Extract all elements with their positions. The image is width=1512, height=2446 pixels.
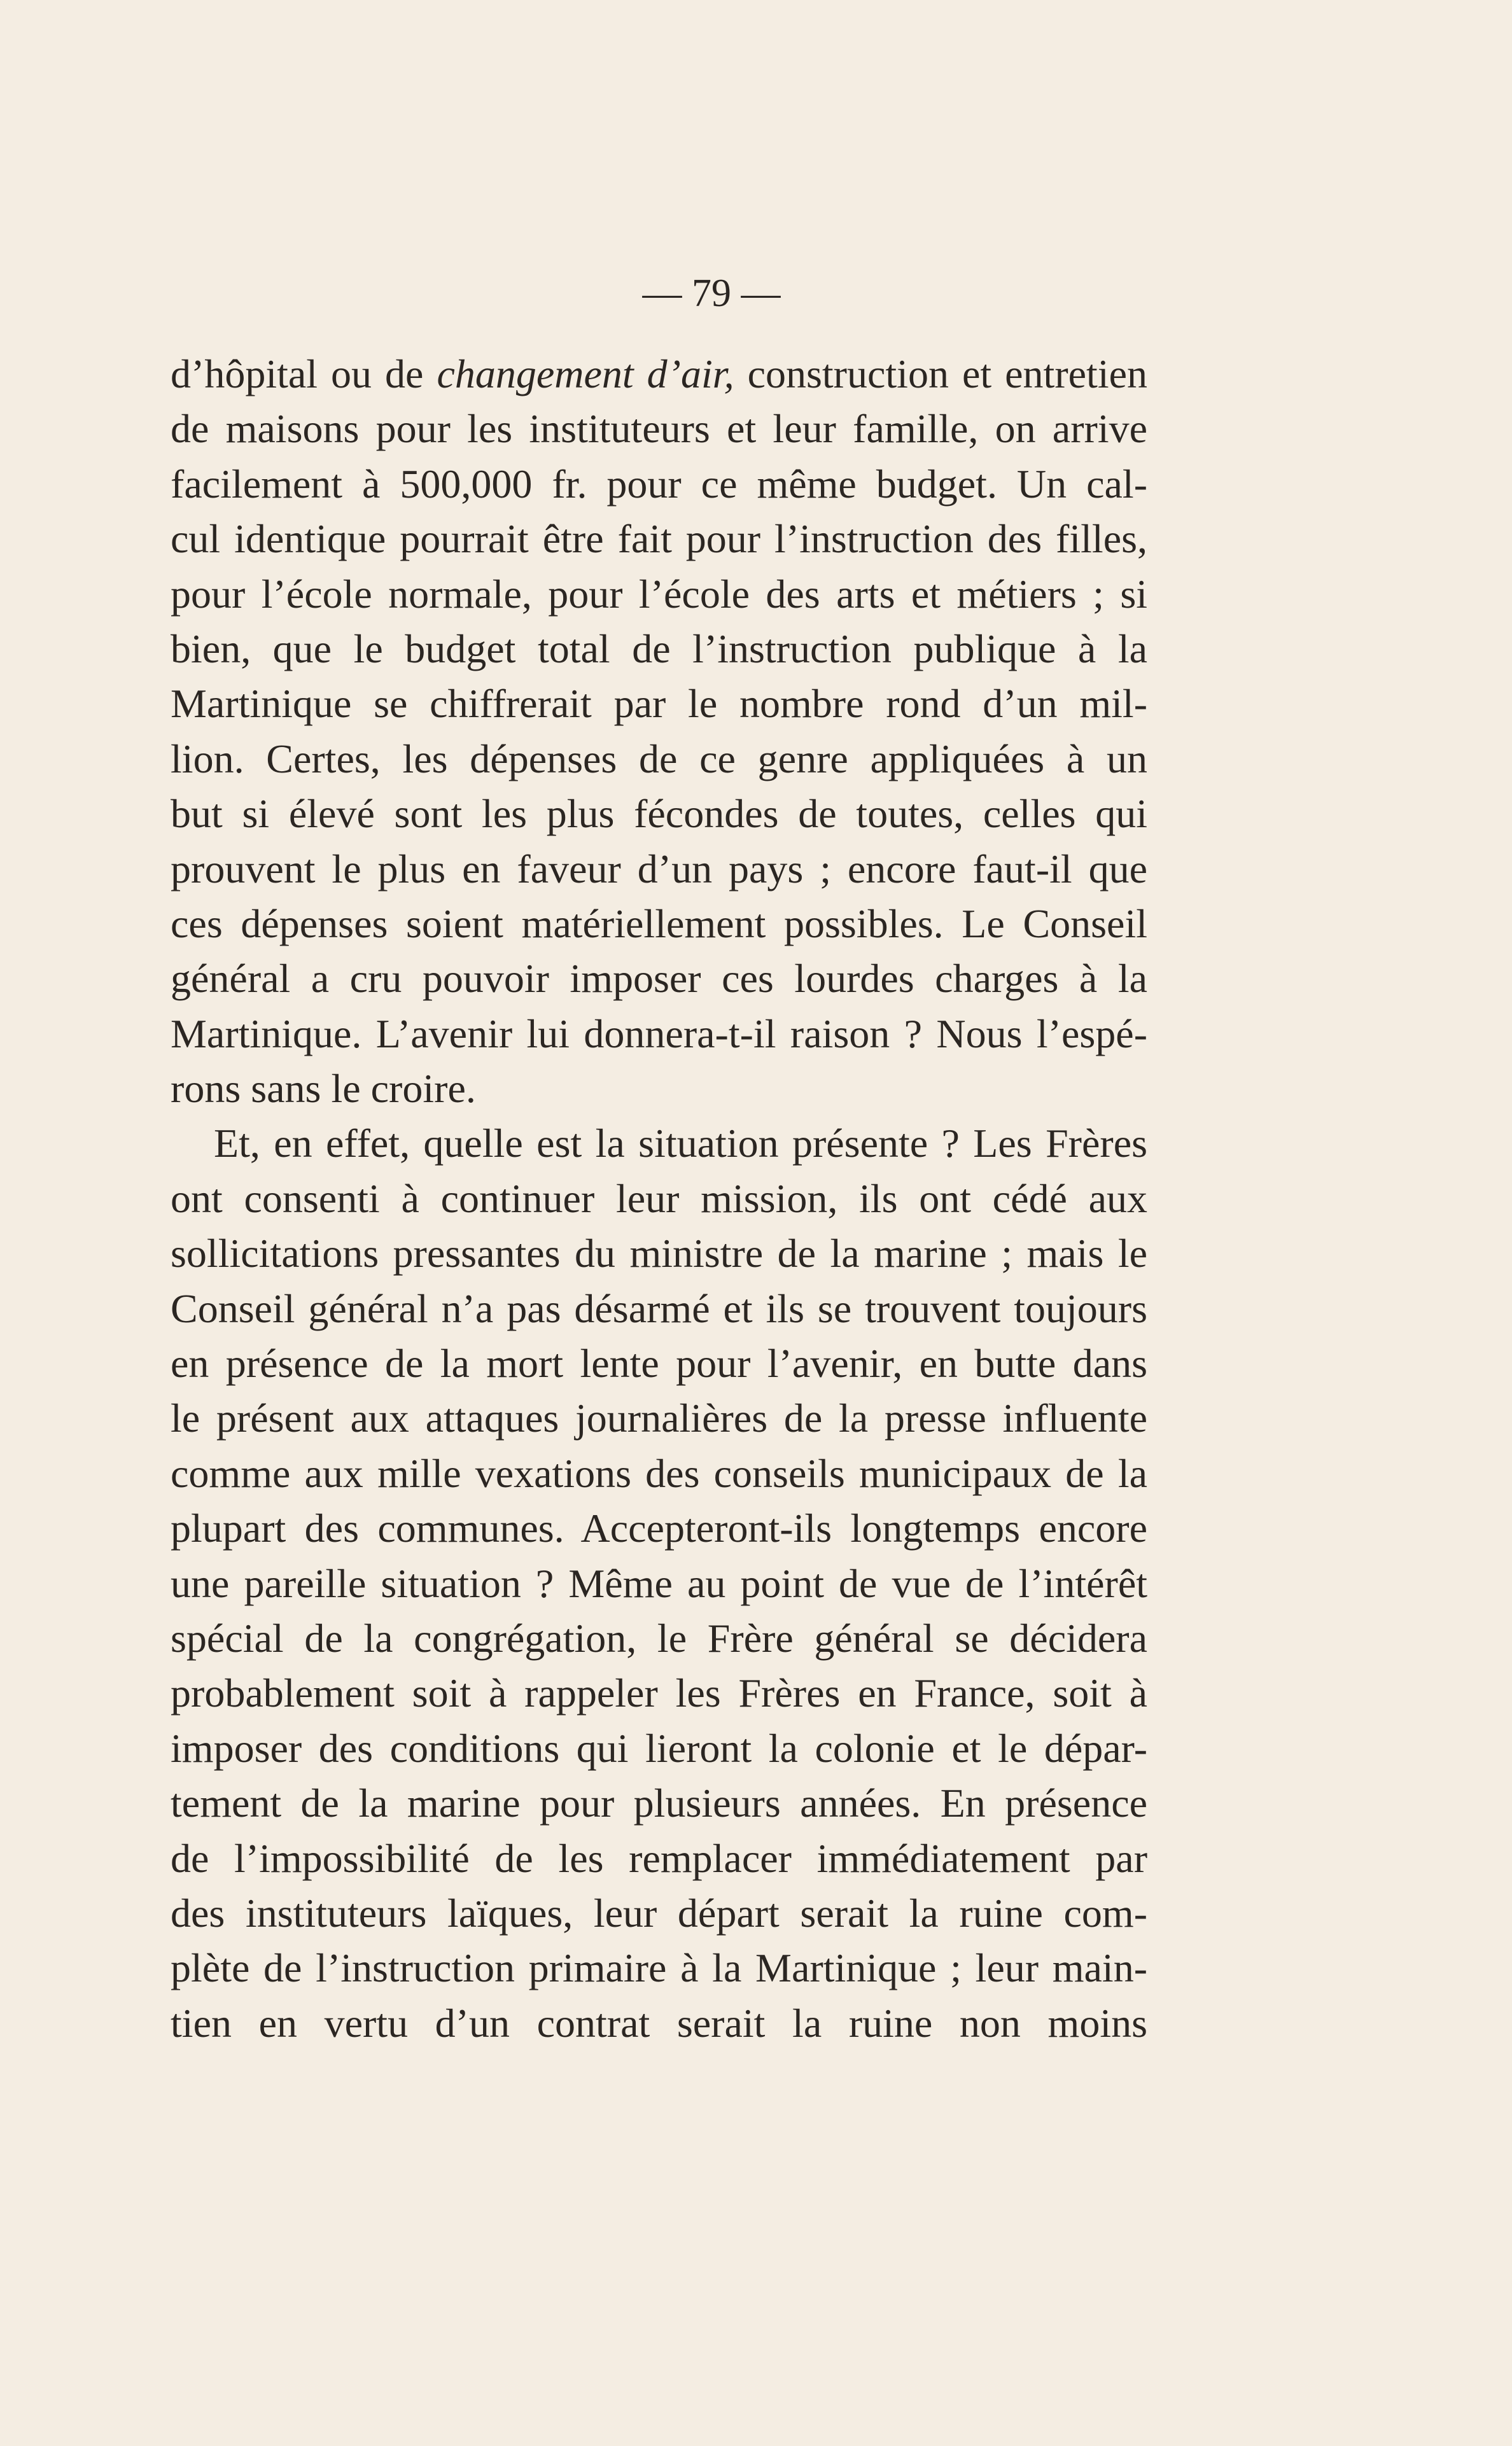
text-line: de maisons pour les instituteurs et leur famille, on arrive (171, 406, 1147, 452)
text-line: ont consenti à continuer leur mission, ils ont cédé aux (171, 1175, 1147, 1221)
text-line: rons sans le croire. (171, 1066, 476, 1112)
paragraph (171, 1116, 1147, 2051)
text-line: plupart des communes. Accepteront-ils longtemps encore (171, 1506, 1147, 1551)
text-line: tien en vertu d’un contrat serait la ruine non moins (171, 2000, 1147, 2046)
text-line: probablement soit à rappeler les Frères en France, soit à (171, 1670, 1147, 1716)
text-line: lion. Certes, les dépenses de ce genre appliquées à un (171, 736, 1147, 781)
text-line: cul identique pourrait être fait pour l’instruction des filles, (171, 516, 1147, 562)
text-line: imposer des conditions qui lieront la colonie et le dépar- (171, 1725, 1147, 1771)
text-line: Et, en effet, quelle est la situation présente ? Les Frères (214, 1121, 1147, 1166)
text-line: prouvent le plus en faveur d’un pays ; encore faut-il que (171, 846, 1147, 891)
text-line: sollicitations pressantes du ministre de la marine ; mais le (171, 1231, 1147, 1276)
text-line: des instituteurs laïques, leur départ serait la ruine com- (171, 1890, 1147, 1936)
text-line: tement de la marine pour plusieurs années. En présence (171, 1780, 1147, 1826)
body-text (171, 347, 1147, 2051)
text-line: plète de l’instruction primaire à la Martinique ; leur main- (171, 1945, 1147, 1991)
italic-phrase: changement d’air, (437, 351, 734, 396)
text-line: Martinique. L’avenir lui donnera-t-il raison ? Nous l’espé- (171, 1010, 1147, 1056)
text-line: d’hôpital ou de changement d’air, construction et entretien (171, 351, 1148, 396)
paragraph (171, 347, 1147, 1116)
text-line: ces dépenses soient matériellement possibles. Le Conseil (171, 900, 1147, 946)
text-line: général a cru pouvoir imposer ces lourdes charges à la (171, 956, 1147, 1002)
text-line: Martinique se chiffrerait par le nombre rond d’un mil- (171, 681, 1147, 727)
text-line: une pareille situation ? Même au point de vue de l’intérêt (171, 1560, 1147, 1606)
text-line: facilement à 500,000 fr. pour ce même budget. Un cal- (171, 461, 1147, 507)
text-line: spécial de la congrégation, le Frère général se décidera (171, 1615, 1147, 1661)
text-line: Conseil général n’a pas désarmé et ils se trouvent toujours (171, 1285, 1147, 1331)
text-line: pour l’école normale, pour l’école des arts et métiers ; si (171, 571, 1147, 617)
text-line: le présent aux attaques journalières de la presse influente (171, 1395, 1147, 1441)
text-line: en présence de la mort lente pour l’avenir, en butte dans (171, 1341, 1147, 1387)
text-line: bien, que le budget total de l’instruction publique à la (171, 625, 1147, 671)
page-number: — 79 — (642, 272, 781, 315)
text-line: but si élevé sont les plus fécondes de toutes, celles qui (171, 791, 1147, 837)
text-line: comme aux mille vexations des conseils municipaux de la (171, 1450, 1147, 1496)
text-line: de l’impossibilité de les remplacer immédiatement par (171, 1835, 1147, 1881)
